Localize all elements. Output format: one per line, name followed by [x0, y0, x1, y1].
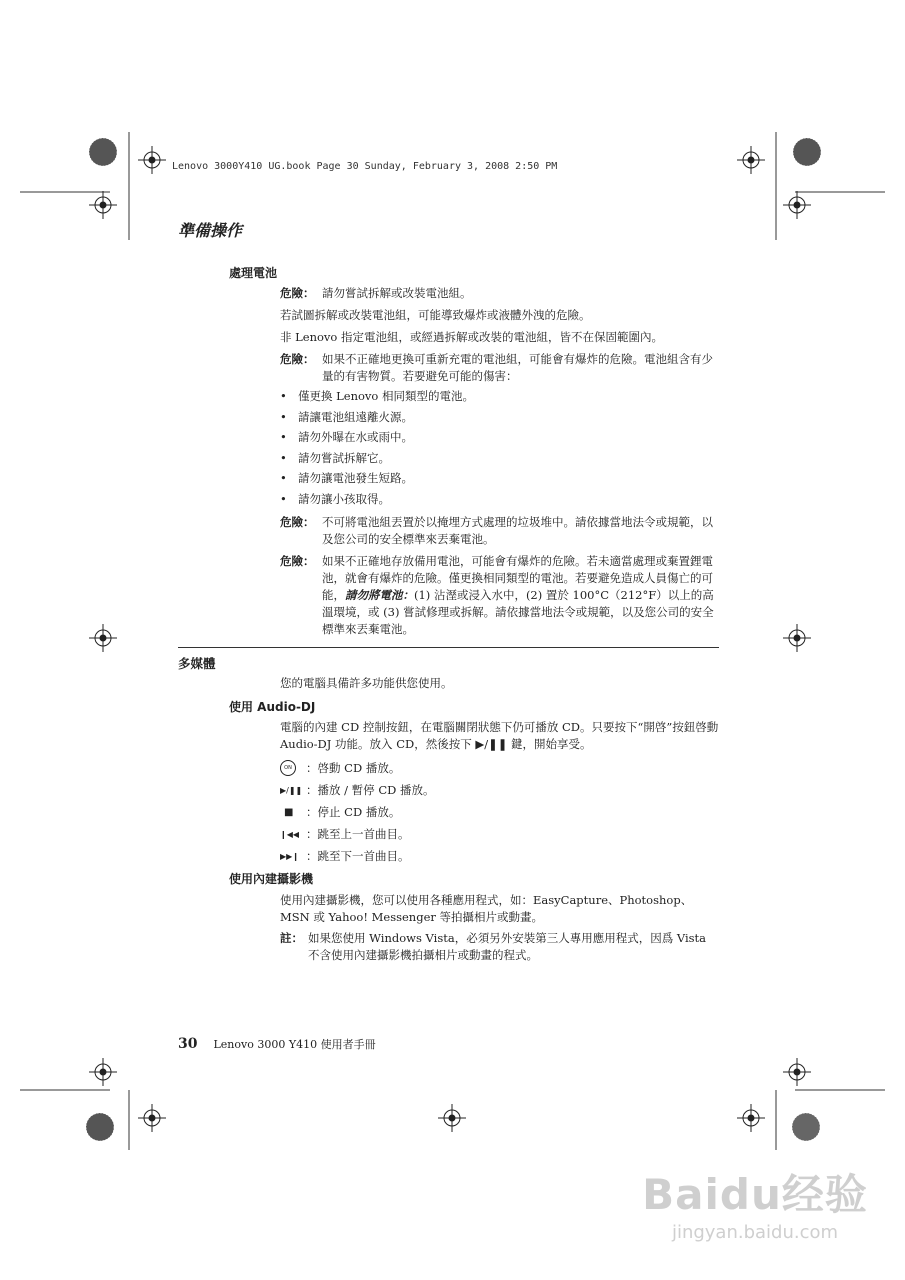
- list-item: • 請讓電池組遠離火源。: [280, 409, 413, 424]
- battery-heading: 處理電池: [229, 266, 278, 280]
- danger-label: 危險：: [280, 286, 315, 300]
- on-button-icon: ON: [280, 760, 306, 776]
- battery-content: [280, 285, 720, 638]
- multimedia-heading: 多媒體: [178, 656, 216, 671]
- paragraph: 非 Lenovo 指定電池組，或經過拆解或改裝的電池組，皆不在保固範圍內。: [280, 330, 664, 344]
- list-item: • 請勿讓小孩取得。: [280, 491, 390, 506]
- previous-track-icon: ❙◀◀: [280, 829, 300, 839]
- watermark-brand: Baidu经验: [642, 1170, 868, 1219]
- next-track-icon: ▶▶❙: [280, 851, 300, 861]
- camera-text: 使用內建攝影機，您可以使用各種應用程式，如：EasyCapture、Photoshop、MSN 或 Yahoo! Messenger 等拍攝相片或動畫。: [280, 893, 693, 924]
- paragraph: 若試圖拆解或改裝電池組，可能導致爆炸或液體外洩的危險。: [280, 308, 591, 322]
- warning-emphasis: 請勿將電池：: [345, 588, 414, 602]
- watermark: [640, 1162, 870, 1243]
- page-footer: [178, 1036, 376, 1052]
- printer-info-line: Lenovo 3000Y410 UG.book Page 30 Sunday, February 3, 2008 2:50 PM: [172, 161, 558, 172]
- danger-text: 請勿嘗試拆解或改裝電池組。: [322, 286, 472, 300]
- control-item: ▶▶❙ ：跳至下一首曲目。: [280, 848, 410, 863]
- watermark-url: jingyan.baidu.com: [671, 1222, 839, 1243]
- section-divider: [178, 647, 719, 648]
- list-item: • 請勿讓電池發生短路。: [280, 471, 413, 485]
- audiodj-text: 電腦的內建 CD 控制按鈕，在電腦關閉狀態下仍可播放 CD。只要按下“開啓”按鈕啓動 Audio-DJ 功能。放入 CD，然後按下 ▶/❚❚ 鍵，開始享受。: [280, 720, 719, 751]
- note: [280, 930, 720, 964]
- danger-label: 危險：: [280, 352, 315, 366]
- control-item: ▶/❚❚ ：播放 / 暫停 CD 播放。: [280, 782, 435, 797]
- danger-text: 如果不正確地存放備用電池，可能會有爆炸的危險。若未適當處理或棄置鋰電池，就會有爆炸的危險。僅更換相同類型的電池。若要避免造成人員傷亡的可能，請勿將電池：(1) 沾溼或浸入水中，(2) 置於 100°C（212°F）以上的高溫環境，或 (3) 嘗試修理或拆解。請依據當地法令或規範，以及您公司的安全標準來丟棄電池。: [322, 554, 714, 636]
- danger-text: 如果不正確地更換可重新充電的電池組，可能會有爆炸的危險。電池組含有少量的有害物質。若要避免可能的傷害：: [322, 352, 713, 383]
- multimedia-intro: 您的電腦具備許多功能供您使用。: [280, 676, 453, 690]
- page-number: 30: [178, 1036, 198, 1052]
- list-item: • 請勿外曝在水或雨中。: [280, 430, 413, 444]
- danger-label: 危險：: [280, 515, 315, 529]
- control-item: ■ ：停止 CD 播放。: [280, 801, 700, 823]
- list-item: • 僅更換 Lenovo 相同類型的電池。: [280, 389, 475, 403]
- control-item: ❙◀◀ ：跳至上一首曲目。: [280, 826, 410, 841]
- play-pause-icon: ▶/❚❚: [280, 785, 303, 795]
- stop-icon: ■: [284, 806, 294, 818]
- cd-controls-list: [280, 757, 700, 867]
- note-label: 註：: [280, 931, 303, 945]
- list-item: • 請勿嘗試拆解它。: [280, 450, 390, 465]
- danger-text: 不可將電池組丟置於以掩埋方式處理的垃圾堆中。請依據當地法令或規範，以及您公司的安全標準來丟棄電池。: [322, 515, 713, 546]
- danger-label: 危險：: [280, 554, 315, 568]
- audiodj-heading: 使用 Audio-DJ: [229, 700, 316, 714]
- camera-heading: 使用內建攝影機: [229, 872, 314, 886]
- note-text: 如果您使用 Windows Vista，必須另外安裝第三人專用應用程式，因爲 Vista 不含使用內建攝影機拍攝相片或動畫的程式。: [308, 931, 707, 962]
- control-item: ON ：啓動 CD 播放。: [280, 757, 700, 779]
- section-title: 準備操作: [178, 221, 243, 240]
- book-title: Lenovo 3000 Y410 使用者手冊: [213, 1038, 376, 1051]
